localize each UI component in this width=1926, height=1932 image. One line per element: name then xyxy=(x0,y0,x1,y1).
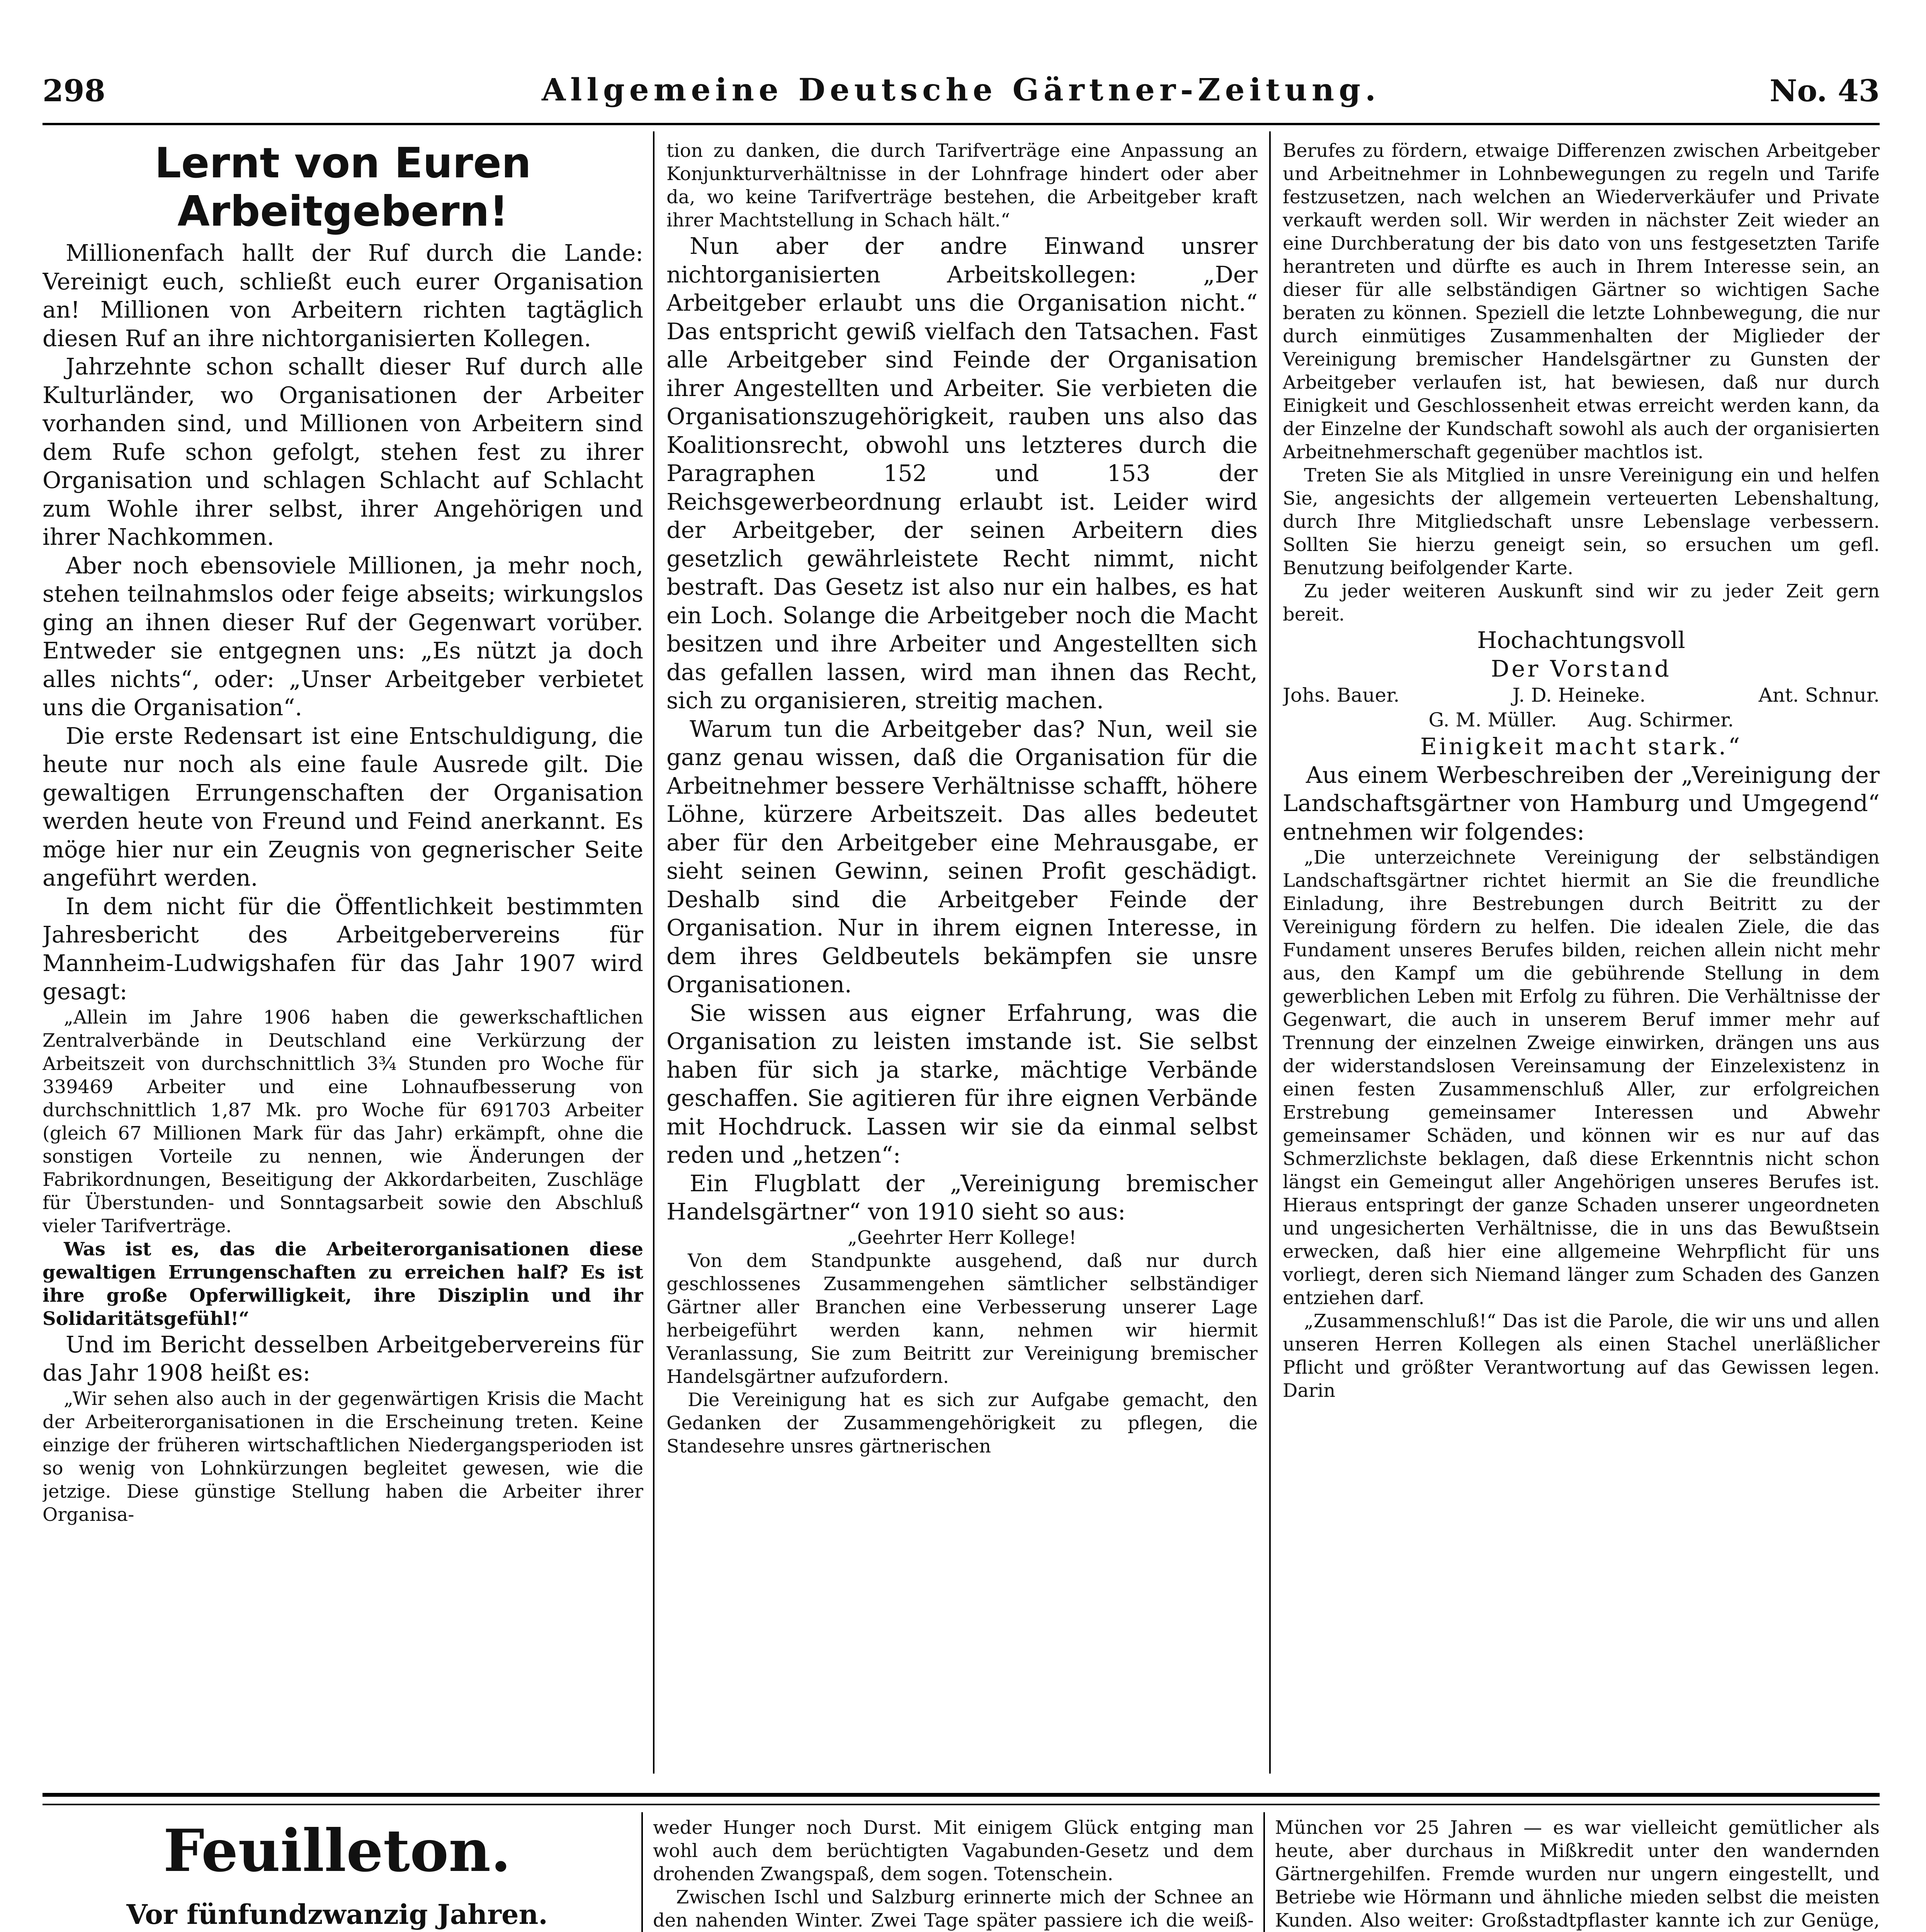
quote-paragraph: Was ist es, das die Arbeiterorganisationen diese gewaltigen Errungenschaften zu erreichen half? Es ist ihre große Opferwilligkeit, ihre Disziplin und ihr Solidaritätsgefühl!“ xyxy=(42,1238,643,1330)
newspaper-title: Allgemeine Deutsche Gärtner-Zeitung. xyxy=(541,71,1381,108)
paragraph: Und im Bericht desselben Arbeitgebervereins für das Jahr 1908 heißt es: xyxy=(42,1331,643,1386)
header-rule xyxy=(42,123,1880,125)
article-title: Lernt von Euren Arbeitgebern! xyxy=(155,139,531,236)
quote-paragraph: „Die unterzeichnete Vereinigung der selbständigen Landschaftsgärtner richtet hiermit an Sie die freundliche Einladung, ihre Bestrebungen durch Beitritt zu der Vereinigung fördern zu helfen. Die idealen Ziele, die das Fundament unseres Berufes bilden, reichen allein nicht mehr aus, den Kampf um die gebührende Stellung in dem gewerblichen Leben mit Erfolg zu führen. Die Verhältnisse der Gegenwart, die auch in unserem Beruf immer mehr auf Trennung der einzelnen Zweige einwirken, drängen uns aus der widerstandslosen Vereinsamung der Einzelexistenz in einen festen Zusammenschluß Aller, zur erfolgreichen Erstrebung gemeinsamer Interessen und Abwehr gemeinsamer Schäden, und können wir es nur auf das Schmerzlichste beklagen, daß diese Erkenntnis nicht schon längst ein Gemeingut aller Angehörigen unseres Berufes ist. Hieraus entspringt der ganze Schaden unserer ungeordneten und ungesicherten Verhältnisse, die in uns das Bewußtsein erwecken, daß hier eine allgemeine Wehrpflicht für uns vorliegt, deren sich Niemand länger zum Schaden des Ganzen entziehen darf. xyxy=(1283,847,1880,1309)
feuilleton-column-3 xyxy=(1275,1816,1880,1932)
quote-paragraph: „Allein im Jahre 1906 haben die gewerkschaftlichen Zentralverbände in Deutschland eine Verkürzung der Arbeitszeit von durchschnittlich 3¾ Stunden pro Woche für 339469 Arbeiter und eine Lohnaufbesserung von durchschnittlich 1,87 Mk. pro Woche für 691703 Arbeiter (gleich 67 Millionen Mark für das Jahr) erkämpft, ohne die sonstigen Vorteile zu nennen, wie Änderungen der Fabrikordnungen, Beseitigung der Akkordarbeiten, Zuschläge für Überstunden- und Sonntagsarbeit sowie den Abschluß vieler Tarifverträge. xyxy=(42,1006,643,1237)
signature: Ant. Schnur. xyxy=(1758,684,1880,706)
section-divider xyxy=(42,1793,1880,1797)
paragraph: In dem nicht für die Öffentlichkeit bestimmten Jahresbericht des Arbeitgebervereins für Mannheim-Ludwigshafen für das Jahr 1907 wird gesagt: xyxy=(42,893,643,1005)
signature: Johs. Bauer. xyxy=(1283,684,1400,706)
signature: Aug. Schirmer. xyxy=(1588,709,1734,731)
signatures-row xyxy=(1283,707,1880,732)
quote-paragraph: „Zusammenschluß!“ Das ist die Parole, die wir uns und allen unseren Herren Kollegen als einen Stachel unerläßlicher Pflicht und größter Verantwortung auf das Gewissen legen. Darin xyxy=(1283,1310,1880,1401)
section-divider xyxy=(42,1804,1880,1805)
motto: Einigkeit macht stark.“ xyxy=(1420,733,1742,760)
quote-paragraph: Die Vereinigung hat es sich zur Aufgabe gemacht, den Gedanken der Zusammengehörigkeit zu pflegen, die Standesehre unsres gärtnerischen xyxy=(666,1389,1258,1457)
article-column-1 xyxy=(42,139,643,1777)
paragraph: München vor 25 Jahren — es war vielleicht gemütlicher als heute, aber durchaus in Mißkredit unter den wandernden Gärtnergehilfen. Fremde wurden nur ungern eingestellt, und Betriebe wie Hörmann und ähnliche mieden selbst die meisten Kunden. Also weiter: Großstadtpflaster kannte ich zur Genüge, xyxy=(1275,1817,1880,1931)
paragraph: Die erste Redensart ist eine Entschuldigung, die heute nur noch als eine faule Ausrede gilt. Die gewaltigen Errungenschaften der Organisation werden heute von Freund und Feind anerkannt. Es möge hier nur ein Zeugnis von gegnerischer Seite angeführt werden. xyxy=(42,722,643,891)
page-number: 298 xyxy=(42,73,105,109)
paragraph: weder Hunger noch Durst. Mit einigem Glück entging man wohl auch dem berüchtigten Vagabunden-Gesetz und dem drohenden Zwangspaß, dem sogen. Totenschein. xyxy=(653,1817,1254,1885)
article-column-3 xyxy=(1283,139,1880,1777)
quote-paragraph: „Wir sehen also auch in der gegenwärtigen Krisis die Macht der Arbeiterorganisationen in die Erscheinung treten. Keine einzige der früheren wirtschaftlichen Niedergangsperioden ist so wenig von Lohnkürzungen begleitet gewesen, wie die jetzige. Diese günstige Stellung haben die Arbeiter ihrer Organisa- xyxy=(42,1388,643,1526)
feuilleton-column-2 xyxy=(653,1816,1254,1932)
feuilleton-title: Feuilleton. xyxy=(163,1817,511,1885)
closing-formula: Hochachtungsvoll xyxy=(1477,627,1685,653)
issue-number: No. 43 xyxy=(1770,73,1880,109)
quote-paragraph: Von dem Standpunkte ausgehend, daß nur durch geschlossenes Zusammengehen sämtlicher selbständiger Gärtner aller Branchen eine Verbesserung unserer Lage herbeigeführt werden kann, nehmen wir hiermit Veranlassung, Sie zum Beitritt zur Vereinigung bremischer Handelsgärtner aufzufordern. xyxy=(666,1250,1258,1388)
board-label: Der Vorstand xyxy=(1491,655,1672,682)
paragraph: Nun aber der andre Einwand unsrer nichtorganisierten Arbeitskollegen: „Der Arbeitgeber erlaubt uns die Organisation nicht.“ Das entspricht gewiß vielfach den Tatsachen. Fast alle Arbeitgeber sind Feinde der Organisation ihrer Angestellten und Arbeiter. Sie verbieten die Organisationszugehörigkeit, rauben uns also das Koalitionsrecht, obwohl uns letzteres durch die Paragraphen 152 und 153 der Reichsgewerbeordnung erlaubt ist. Leider wird der Arbeitgeber, der seinen Arbeitern dies gesetzlich gewährleistete Recht nimmt, nicht bestraft. Das Gesetz ist also nur ein halbes, es hat ein Loch. Solange die Arbeitgeber noch die Macht besitzen und ihre Arbeiter und Angestellten sich das gefallen lassen, wird man ihnen das Recht, sich zu organisieren, streitig machen. xyxy=(666,233,1258,714)
column-divider xyxy=(1263,1812,1265,1932)
salutation: „Geehrter Herr Kollege! xyxy=(847,1226,1077,1248)
signatures-row xyxy=(1283,683,1880,707)
paragraph: tion zu danken, die durch Tarifverträge eine Anpassung an Konjunkturverhältnisse in der Lohnfrage hindert oder aber da, wo keine Tarifverträge bestehen, die Arbeitgeber kraft ihrer Machtstellung in Schach hält.“ xyxy=(666,140,1258,231)
story-title: Vor fünfundzwanzig Jahren. xyxy=(126,1898,548,1930)
paragraph: Berufes zu fördern, etwaige Differenzen zwischen Arbeitgeber und Arbeitnehmer in Lohnbewegungen zu regeln und Tarife festzusetzen, nach welchen an Wiederverkäufer und Private verkauft werden soll. Wir werden in nächster Zeit wieder an eine Durchberatung der bis dato von uns festgesetzten Tarife herantreten und dürfte es auch in Ihrem Interesse sein, an dieser für alle selbständigen Gärtner so wichtigen Sache beraten zu können. Speziell die letzte Lohnbewegung, die nur durch einmütiges Zusammenhalten der Miglieder der Vereinigung bremischer Handelsgärtner zu Gunsten der Arbeitgeber verlaufen ist, hat bewiesen, daß nur durch Einigkeit und Geschlossenheit etwas erreicht werden kann, da der Einzelne der Kundschaft sowohl als auch der organisierten Arbeitnehmerschaft gegenüber machtlos ist. xyxy=(1283,140,1880,463)
column-divider xyxy=(653,131,654,1774)
paragraph: Zwischen Ischl und Salzburg erinnerte mich der Schnee an den nahenden Winter. Zwei Tage später passiere ich die weiß- xyxy=(653,1886,1254,1931)
paragraph: Sie wissen aus eigner Erfahrung, was die Organisation zu leisten imstande ist. Sie selbst haben für sich ja starke, mächtige Verbände geschaffen. Sie agitieren für ihre eignen Verbände mit Hochdruck. Lassen wir sie da einmal selbst reden und „hetzen“: xyxy=(666,999,1258,1168)
paragraph: Jahrzehnte schon schallt dieser Ruf durch alle Kulturländer, wo Organisationen der Arbeiter vorhanden sind, und Millionen von Arbeitern sind dem Rufe schon gefolgt, stehen fest zu ihrer Organisation und schlagen Schlacht auf Schlacht zum Wohle ihrer selbst, ihrer Angehörigen und ihrer Nachkommen. xyxy=(42,353,643,550)
paragraph: Ein Flugblatt der „Vereinigung bremischer Handelsgärtner“ von 1910 sieht so aus: xyxy=(666,1170,1258,1225)
paragraph: Zu jeder weiteren Auskunft sind wir zu jeder Zeit gern bereit. xyxy=(1283,580,1880,625)
paragraph: Treten Sie als Mitglied in unsre Vereinigung ein und helfen Sie, angesichts der allgemein verteuerten Lebenshaltung, durch Ihre Mitgliedschaft unsre Lebenslage verbessern. Sollten Sie hierzu geneigt sein, so ersuchen um gefl. Benutzung beifolgender Karte. xyxy=(1283,464,1880,579)
paragraph: Aber noch ebensoviele Millionen, ja mehr noch, stehen teilnahmslos oder feige abseits; wirkungslos ging an ihnen dieser Ruf der Gegenwart vorüber. Entweder sie entgegnen uns: „Es nützt ja doch alles nichts“, oder: „Unser Arbeitgeber verbietet uns die Organisation“. xyxy=(42,552,643,721)
article-column-2 xyxy=(666,139,1258,1777)
column-divider xyxy=(641,1812,643,1932)
signature: G. M. Müller. xyxy=(1428,709,1557,731)
signature: J. D. Heineke. xyxy=(1512,684,1646,706)
paragraph: Warum tun die Arbeitgeber das? Nun, weil sie ganz genau wissen, daß die Organisation für die Arbeitnehmer bessere Verhältnisse schafft, höhere Löhne, kürzere Arbeitszeit. Das alles bedeutet aber für den Arbeitgeber eine Mehrausgabe, er sieht seinen Gewinn, seinen Profit geschädigt. Deshalb sind die Arbeitgeber Feinde der Organisation. Nur in ihrem eignen Interesse, in dem ihres Geldbeutels bekämpfen sie unsre Organisationen. xyxy=(666,715,1258,998)
paragraph: Aus einem Werbeschreiben der „Vereinigung der Landschaftsgärtner von Hamburg und Umgegend“ entnehmen wir folgendes: xyxy=(1283,761,1880,845)
column-divider xyxy=(1269,131,1271,1774)
paragraph: Millionenfach hallt der Ruf durch die Lande: Vereinigt euch, schließt euch eurer Organisation an! Millionen von Arbeitern richten tagtäglich diesen Ruf an ihre nichtorganisierten Kollegen. xyxy=(42,240,643,352)
page-header xyxy=(42,66,1880,112)
feuilleton-column-1 xyxy=(42,1816,632,1932)
